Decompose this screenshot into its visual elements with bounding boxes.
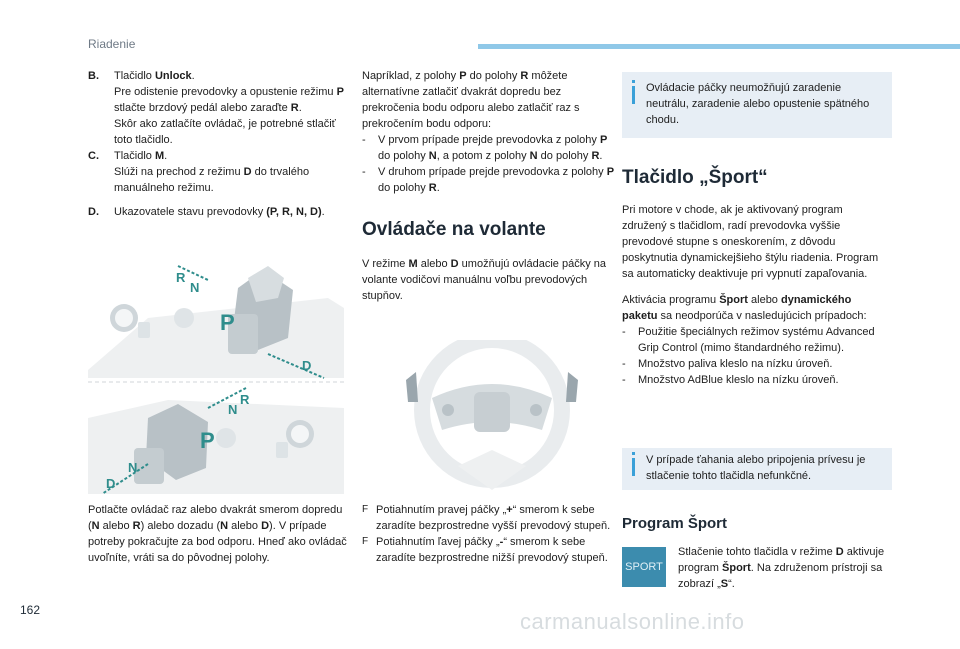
item-line: Ukazovatele stavu prevodovky (P, R, N, D). (114, 206, 325, 218)
info-note-trailer (622, 448, 892, 490)
item-b (88, 68, 346, 148)
middle-column (362, 68, 618, 304)
steering-wheel-svg (362, 340, 618, 492)
left-column (88, 68, 346, 220)
section-header: Riadenie (88, 37, 136, 51)
header-accent-bar (478, 44, 960, 49)
item-letter: B. (88, 70, 99, 82)
info-icon (628, 452, 646, 478)
dash-item: - Množstvo paliva kleslo na nízku úroveň. (622, 358, 833, 370)
item-body (114, 68, 346, 148)
info-icon (628, 80, 646, 126)
subsection-title-sport-program: Program Šport (622, 515, 728, 532)
sport-button-icon: SPORT (622, 547, 666, 587)
sport-intro-paragraph: Pri motore v chode, ak je aktivovaný program združený s tlačidlom, radí prevodovka vyššie prevodové stupne s oneskorením, z dôvodu poskytnutia dynamickejšieho štýlu riadenia. Program sa automaticky deaktivuje pri vypnutí zapaľovania. (622, 204, 879, 280)
gear-label-d: D (302, 358, 312, 373)
gear-selector-top (88, 266, 344, 378)
gear-label-n: N (228, 402, 238, 417)
park-label: P (220, 310, 235, 335)
right-paddle-icon (566, 372, 578, 402)
item-line: Pre odistenie prevodovky a opustenie režimu P stlačte brzdový pedál alebo zaraďte R. (114, 86, 344, 114)
left-bottom-paragraph: Potlačte ovládač raz alebo dvakrát smerom dopredu (N alebo R) alebo dozadu (N alebo D). V prípade potreby pokračujte za bod odporu. Hneď ako ovládač uvoľníte, vráti sa do pôvodnej polohy. (88, 504, 347, 564)
gear-label-n: N (128, 460, 138, 475)
item-line: Skôr ako zatlačíte ovládač, je potrebné stlačiť toto tlačidlo. (114, 118, 336, 146)
arrow-bullet-icon: F (362, 504, 369, 515)
gear-label-r: R (240, 392, 250, 407)
sport-activation-paragraph: Aktivácia programu Šport alebo dynamického paketu sa neodporúča v nasledujúcich prípadoch: (622, 294, 867, 322)
sport-program-text: Stlačenie tohto tlačidla v režime D aktivuje program Šport. Na združenom prístroji sa zobrazí „S“. (678, 546, 885, 590)
gear-selector-bottom (88, 388, 344, 494)
left-paddle-icon (406, 372, 418, 402)
example-paragraph: Napríklad, z polohy P do polohy R môžete alternatívne zatlačiť dvakrát dopredu bez prekročenia bodu odporu alebo zatlačiť raz s prekročením bodu odporu: (362, 70, 580, 130)
example-dash-list (362, 132, 618, 196)
item-line: Slúži na prechod z režimu D do trvalého manuálneho režimu. (114, 166, 310, 194)
park-label: P (200, 428, 215, 453)
steering-controls-paragraph: V režime M alebo D umožňujú ovládacie páčky na volante vodičovi manuálnu voľbu prevodových stupňov. (362, 258, 606, 302)
info-note-text: Ovládacie páčky neumožňujú zaradenie neutrálu, zaradenie alebo opustenie spätného chodu. (646, 82, 870, 126)
item-line: Tlačidlo Unlock. (114, 70, 195, 82)
dash-item: - V druhom prípade prejde prevodovka z polohy P do polohy R. (362, 166, 615, 194)
gear-selector-svg (88, 258, 344, 498)
paddle-item-plus: F Potiahnutím pravej páčky „+“ smerom k sebe zaradíte bezprostredne vyšší prevodový stupeň. (362, 504, 611, 532)
dash-item: - Množstvo AdBlue kleslo na nízku úroveň. (622, 374, 839, 386)
item-body (114, 148, 346, 196)
info-note-text: V prípade ťahania alebo pripojenia prívesu je stlačenie tohto tlačidla nefunkčné. (646, 454, 866, 482)
paddle-list (362, 502, 618, 566)
dash-item: - V prvom prípade prejde prevodovka z polohy P do polohy N, a potom z polohy N do polohy R. (362, 134, 608, 162)
gear-label-d: D (106, 476, 116, 491)
peugeot-logo-icon (474, 392, 510, 432)
info-note-paddles (622, 72, 892, 138)
watermark: carmanualsonline.info (520, 609, 745, 634)
section-title-steering-controls: Ovládače na volante (362, 219, 546, 240)
paddle-item-minus: F Potiahnutím ľavej páčky „-“ smerom k sebe zaradíte bezprostredne nižší prevodový stupeň. (362, 536, 608, 564)
steering-wheel-illustration (362, 340, 618, 492)
arrow-bullet-icon: F (362, 536, 369, 547)
sport-button-body (622, 202, 888, 388)
item-c (88, 148, 346, 196)
item-d (88, 204, 346, 220)
item-letter: D. (88, 206, 99, 218)
item-letter: C. (88, 150, 99, 162)
gear-label-n: N (190, 280, 200, 295)
dash-item: - Použitie špeciálnych režimov systému Advanced Grip Control (mimo štandardného režimu). (622, 326, 875, 354)
item-body (114, 204, 346, 220)
gear-label-r: R (176, 270, 186, 285)
item-line: Tlačidlo M. (114, 150, 168, 162)
gear-selector-illustration (88, 258, 344, 498)
section-title-sport-button: Tlačidlo „Šport“ (622, 167, 768, 188)
page-number: 162 (20, 603, 41, 617)
